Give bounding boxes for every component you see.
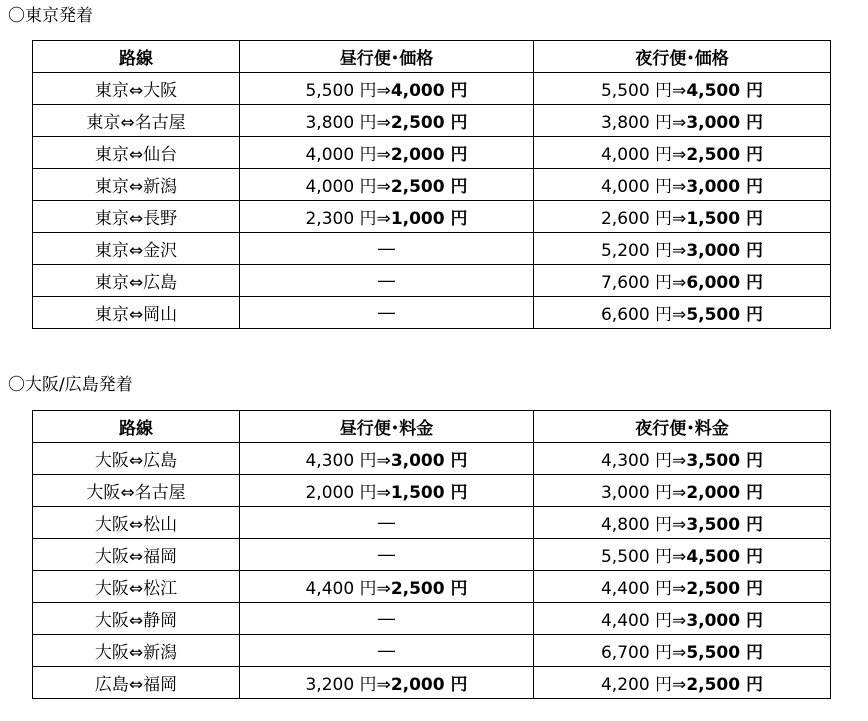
table-row <box>33 265 831 297</box>
old-price: 4,400 円⇒ <box>600 579 687 599</box>
table-row <box>33 201 831 233</box>
old-price: 4,200 円⇒ <box>600 675 687 695</box>
new-price: 2,500 円 <box>390 113 468 133</box>
route-cell: 大阪⇔静岡 <box>33 603 240 635</box>
table-row <box>33 297 831 329</box>
table-row <box>33 105 831 137</box>
old-price: 4,000 円⇒ <box>600 177 687 197</box>
night-fare-cell <box>534 635 831 667</box>
day-fare-cell <box>240 539 534 571</box>
new-price: 3,000 円 <box>686 611 764 631</box>
header-route: 路線 <box>33 411 240 443</box>
night-fare-cell <box>534 571 831 603</box>
day-fare-cell <box>240 169 534 201</box>
route-cell: 大阪⇔名古屋 <box>33 475 240 507</box>
new-price: 2,500 円 <box>390 579 468 599</box>
night-fare-cell <box>534 265 831 297</box>
old-price: 5,500 円⇒ <box>600 547 687 567</box>
day-fare-cell <box>240 635 534 667</box>
no-service-dash: ― <box>378 512 395 533</box>
table-row <box>33 169 831 201</box>
night-fare-cell <box>534 667 831 699</box>
new-price: 1,000 円 <box>390 209 468 229</box>
day-fare-cell <box>240 201 534 233</box>
new-price: 3,500 円 <box>686 515 764 535</box>
old-price: 4,800 円⇒ <box>600 515 687 535</box>
fare-table-osaka-hiroshima <box>32 410 831 699</box>
new-price: 4,500 円 <box>686 547 764 567</box>
night-fare-cell <box>534 105 831 137</box>
day-fare-cell <box>240 667 534 699</box>
route-cell: 東京⇔広島 <box>33 265 240 297</box>
old-price: 3,000 円⇒ <box>600 483 687 503</box>
header-night-fare: 夜行便･価格 <box>534 41 831 73</box>
header-day-fare: 昼行便･料金 <box>240 411 534 443</box>
table-row <box>33 233 831 265</box>
new-price: 5,500 円 <box>686 643 764 663</box>
old-price: 2,000 円⇒ <box>305 483 391 503</box>
new-price: 4,000 円 <box>390 81 468 101</box>
day-fare-cell <box>240 137 534 169</box>
route-cell: 大阪⇔松山 <box>33 507 240 539</box>
no-service-dash: ― <box>378 640 395 661</box>
night-fare-cell <box>534 201 831 233</box>
old-price: 4,400 円⇒ <box>305 579 391 599</box>
no-service-dash: ― <box>378 302 395 323</box>
old-price: 7,600 円⇒ <box>600 273 687 293</box>
route-cell: 東京⇔新潟 <box>33 169 240 201</box>
new-price: 3,000 円 <box>686 241 764 261</box>
new-price: 3,000 円 <box>390 451 468 471</box>
old-price: 3,200 円⇒ <box>305 675 391 695</box>
route-cell: 大阪⇔松江 <box>33 571 240 603</box>
day-fare-cell <box>240 507 534 539</box>
old-price: 3,800 円⇒ <box>600 113 687 133</box>
fare-table-tokyo <box>32 40 831 329</box>
section-title-osaka-hiroshima: 〇大阪/広島発着 <box>8 375 133 395</box>
route-cell: 広島⇔福岡 <box>33 667 240 699</box>
route-cell: 東京⇔仙台 <box>33 137 240 169</box>
route-cell: 東京⇔大阪 <box>33 73 240 105</box>
old-price: 5,500 円⇒ <box>305 81 391 101</box>
no-service-dash: ― <box>378 544 395 565</box>
new-price: 2,500 円 <box>686 145 764 165</box>
day-fare-cell <box>240 265 534 297</box>
day-fare-cell <box>240 297 534 329</box>
route-cell: 東京⇔金沢 <box>33 233 240 265</box>
table-row <box>33 667 831 699</box>
new-price: 1,500 円 <box>390 483 468 503</box>
day-fare-cell <box>240 443 534 475</box>
old-price: 4,000 円⇒ <box>305 177 391 197</box>
old-price: 5,200 円⇒ <box>600 241 687 261</box>
new-price: 1,500 円 <box>686 209 764 229</box>
header-day-fare: 昼行便･価格 <box>240 41 534 73</box>
night-fare-cell <box>534 297 831 329</box>
night-fare-cell <box>534 539 831 571</box>
old-price: 4,400 円⇒ <box>600 611 687 631</box>
route-cell: 東京⇔長野 <box>33 201 240 233</box>
header-row <box>33 411 831 443</box>
old-price: 3,800 円⇒ <box>305 113 391 133</box>
old-price: 4,000 円⇒ <box>600 145 687 165</box>
header-row <box>33 41 831 73</box>
no-service-dash: ― <box>378 270 395 291</box>
new-price: 3,500 円 <box>686 451 764 471</box>
night-fare-cell <box>534 169 831 201</box>
table-row <box>33 73 831 105</box>
old-price: 5,500 円⇒ <box>600 81 687 101</box>
new-price: 5,500 円 <box>686 305 764 325</box>
new-price: 2,500 円 <box>686 675 764 695</box>
table-row <box>33 603 831 635</box>
new-price: 3,000 円 <box>686 113 764 133</box>
old-price: 4,000 円⇒ <box>305 145 391 165</box>
new-price: 2,000 円 <box>390 145 468 165</box>
day-fare-cell <box>240 571 534 603</box>
old-price: 6,700 円⇒ <box>600 643 687 663</box>
new-price: 3,000 円 <box>686 177 764 197</box>
new-price: 2,000 円 <box>686 483 764 503</box>
old-price: 2,300 円⇒ <box>305 209 391 229</box>
table-row <box>33 443 831 475</box>
day-fare-cell <box>240 603 534 635</box>
table-row <box>33 635 831 667</box>
day-fare-cell <box>240 475 534 507</box>
night-fare-cell <box>534 443 831 475</box>
route-cell: 大阪⇔福岡 <box>33 539 240 571</box>
route-cell: 東京⇔名古屋 <box>33 105 240 137</box>
route-cell: 大阪⇔広島 <box>33 443 240 475</box>
section-title-tokyo: 〇東京発着 <box>8 6 93 26</box>
table-row <box>33 475 831 507</box>
night-fare-cell <box>534 73 831 105</box>
table-row <box>33 539 831 571</box>
old-price: 2,600 円⇒ <box>600 209 687 229</box>
old-price: 4,300 円⇒ <box>305 451 391 471</box>
night-fare-cell <box>534 137 831 169</box>
night-fare-cell <box>534 603 831 635</box>
old-price: 6,600 円⇒ <box>600 305 687 325</box>
day-fare-cell <box>240 73 534 105</box>
night-fare-cell <box>534 507 831 539</box>
new-price: 2,500 円 <box>390 177 468 197</box>
new-price: 2,000 円 <box>390 675 468 695</box>
night-fare-cell <box>534 233 831 265</box>
day-fare-cell <box>240 233 534 265</box>
table-row <box>33 137 831 169</box>
day-fare-cell <box>240 105 534 137</box>
no-service-dash: ― <box>378 238 395 259</box>
no-service-dash: ― <box>378 608 395 629</box>
route-cell: 東京⇔岡山 <box>33 297 240 329</box>
old-price: 4,300 円⇒ <box>600 451 687 471</box>
new-price: 4,500 円 <box>686 81 764 101</box>
header-route: 路線 <box>33 41 240 73</box>
header-night-fare: 夜行便･料金 <box>534 411 831 443</box>
new-price: 2,500 円 <box>686 579 764 599</box>
table-row <box>33 507 831 539</box>
night-fare-cell <box>534 475 831 507</box>
table-row <box>33 571 831 603</box>
new-price: 6,000 円 <box>686 273 764 293</box>
route-cell: 大阪⇔新潟 <box>33 635 240 667</box>
